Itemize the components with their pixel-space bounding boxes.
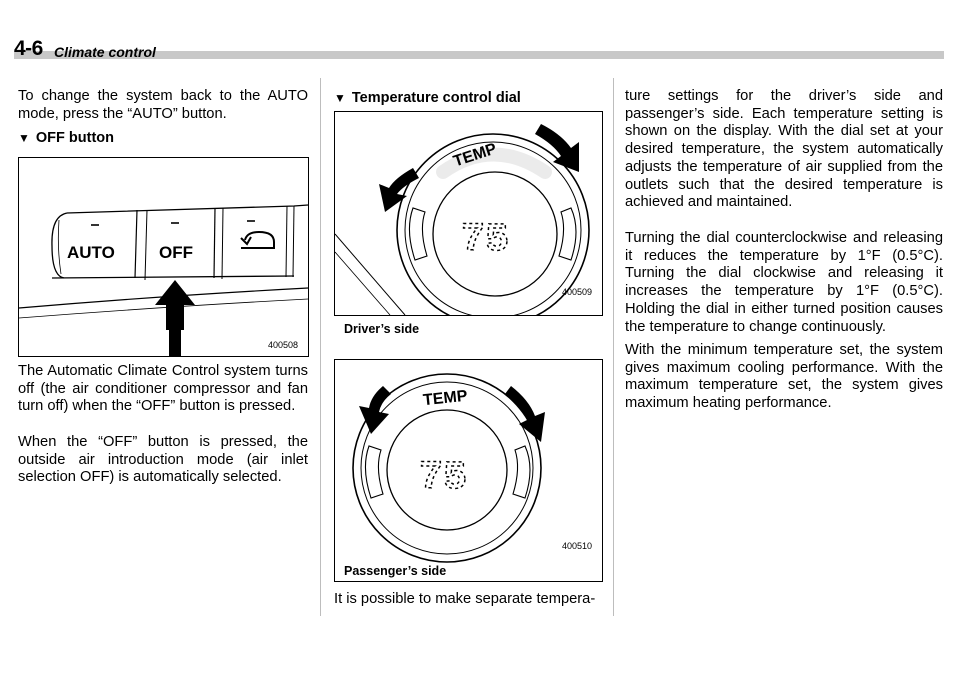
figure-code: 400510 <box>561 541 592 551</box>
figure-code: 400509 <box>561 287 592 297</box>
temperature-readout: 75 <box>461 218 510 263</box>
off-label: OFF <box>159 243 193 262</box>
drivers-side-caption: Driver’s side <box>344 322 420 336</box>
passengers-side-caption: Passenger’s side <box>344 564 447 578</box>
column-divider <box>613 78 614 616</box>
temperature-readout: 75 <box>419 456 468 501</box>
subheading-text: OFF button <box>35 130 114 146</box>
recirculation-icon <box>241 232 274 248</box>
off-button-subheading <box>18 130 114 146</box>
off-button-figure <box>18 157 309 357</box>
section-title: Climate control <box>54 44 156 60</box>
drivers-dial-figure <box>334 111 603 316</box>
separate-settings-paragraph: It is possible to make separate tempera- <box>334 591 596 607</box>
temperature-display-paragraph: ture settings for the driver’s side and passenger’s side. Each temperature setting is shown on the display. With the dial set at your desired temperature, the system automatically adjusts the temperature of air supplied from the outlets such that the desired temperature is achieved and maintained. <box>625 88 943 211</box>
drivers-dial-illustration <box>335 112 602 315</box>
outside-air-paragraph: When the “OFF” button is pressed, the outside air introduction mode (air inlet selection OFF) is automatically selected. <box>18 434 308 486</box>
temp-label: TEMP <box>422 387 469 410</box>
climate-panel-illustration <box>19 158 308 356</box>
figure-code: 400508 <box>267 340 298 350</box>
up-arrow-icon <box>155 280 195 330</box>
intro-paragraph: To change the system back to the AUTO mode, press the “AUTO” button. <box>18 88 308 122</box>
triangle-bullet-icon: ▼ <box>18 131 30 145</box>
column-divider <box>320 78 321 616</box>
dial-turning-paragraph: Turning the dial counterclockwise and releasing it reduces the temperature by 1°F (0.5°C). Turning the dial clockwise and releasing it increases the temperature by 1°F (0.5°C). Holding the dial in either turned position causes the temperature to change continuously. <box>625 230 943 335</box>
triangle-bullet-icon: ▼ <box>334 91 346 105</box>
temp-label: TEMP <box>451 140 499 171</box>
temperature-dial-subheading <box>334 90 521 106</box>
off-description-paragraph: The Automatic Climate Control system turns off (the air conditioner compressor and fan turn off) when the “OFF” button is pressed. <box>18 363 308 415</box>
min-max-paragraph: With the minimum temperature set, the system gives maximum cooling performance. With the maximum temperature set, the system gives maximum heating performance. <box>625 342 943 412</box>
auto-label: AUTO <box>67 243 115 262</box>
passengers-dial-figure <box>334 359 603 582</box>
subheading-text: Temperature control dial <box>351 90 521 106</box>
page-number: 4-6 <box>14 37 43 60</box>
